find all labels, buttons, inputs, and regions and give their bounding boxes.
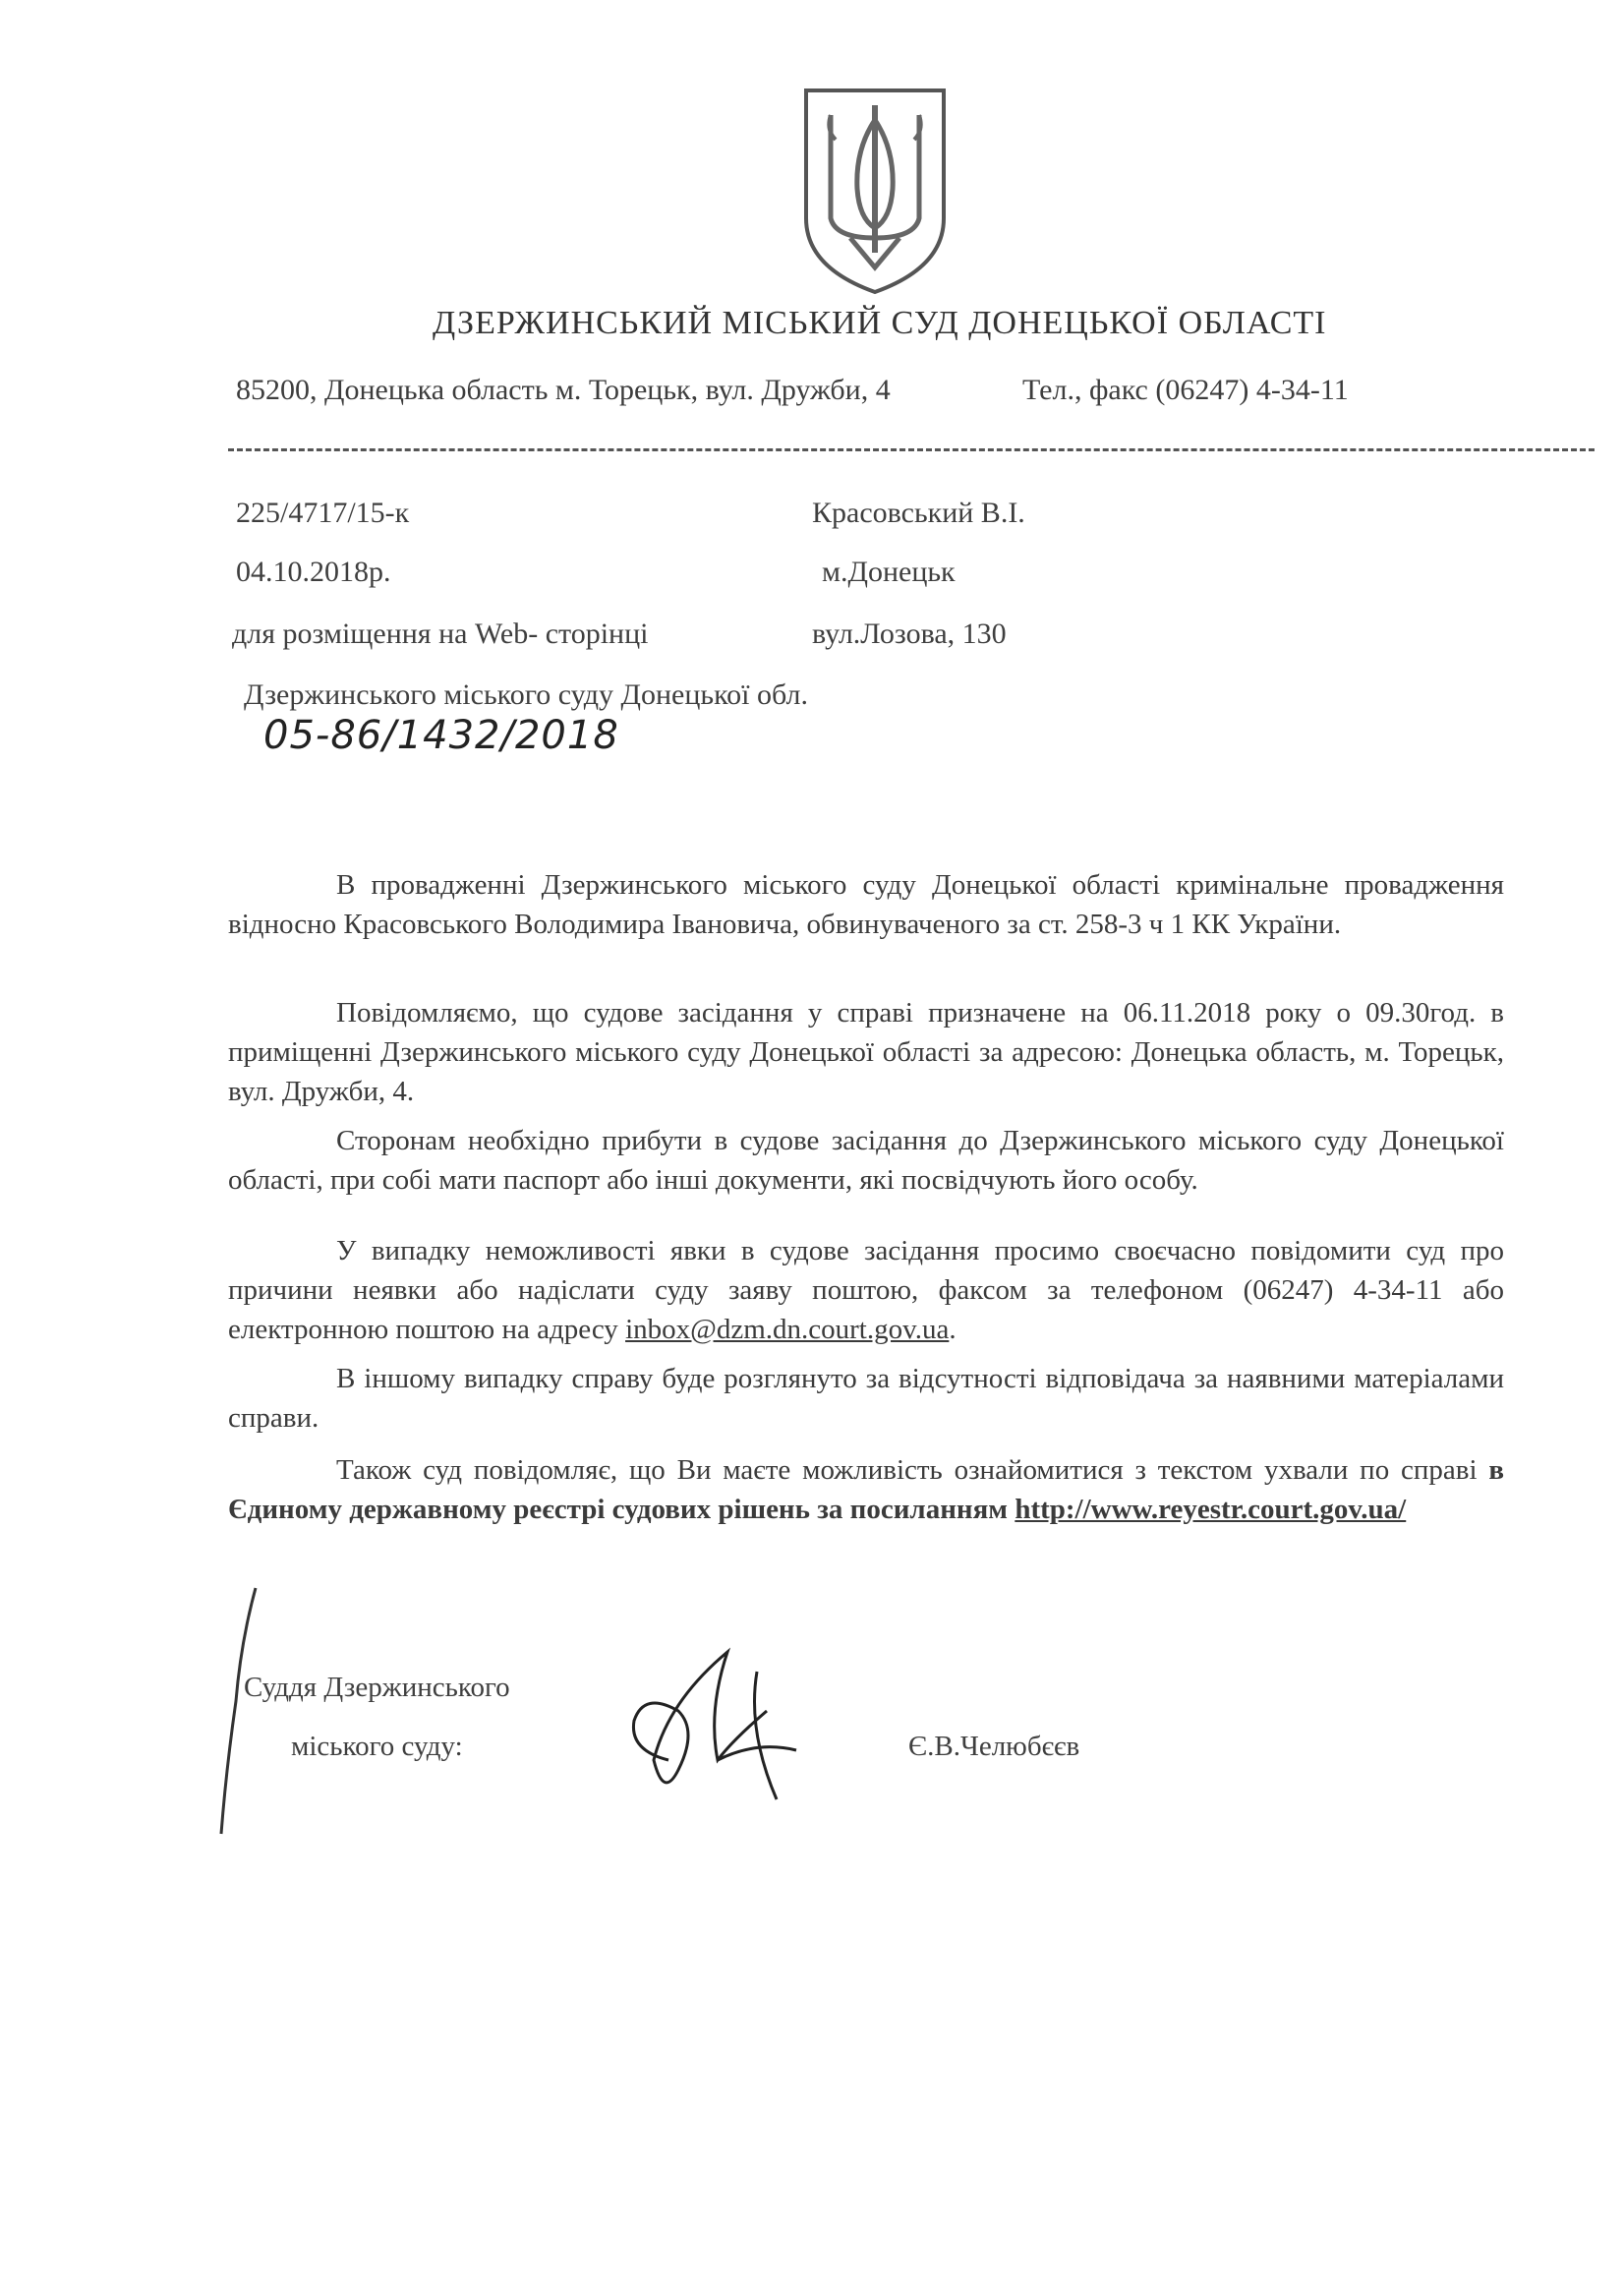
- registry-link[interactable]: http://www.reyestr.court.gov.ua/: [1015, 1494, 1407, 1525]
- paragraph-attendance-text: Сторонам необхідно прибути в судове засідання до Дзержинського міського суду Донецької області, при собі мати паспорт або інші документи, які посвідчують його особу.: [228, 1125, 1504, 1196]
- court-address: 85200, Донецька область м. Торецьк, вул. Дружби, 4: [236, 374, 891, 406]
- recipient-city: м.Донецьк: [822, 556, 956, 588]
- paragraph-absence-notice: [228, 1231, 1504, 1349]
- paragraph-registry-info: [228, 1450, 1504, 1529]
- paragraph-proceedings-text: В провадженні Дзержинського міського суду Донецької області кримінальне провадження відносно Красовського Володимира Івановича, обвинуваченого за ст. 258-3 ч 1 КК України.: [228, 869, 1504, 940]
- publication-note: для розміщення на Web- сторінці: [232, 618, 649, 650]
- paragraph-absence-notice-end: .: [949, 1314, 957, 1345]
- recipient-name: Красовський В.І.: [812, 497, 1025, 529]
- judge-name: Є.В.Челюбєєв: [908, 1731, 1080, 1762]
- handwritten-registration-number: 05-86/1432/2018: [263, 713, 619, 758]
- judge-title-line1: Суддя Дзержинського: [244, 1672, 510, 1703]
- header-divider: [228, 448, 1595, 451]
- letter-date: 04.10.2018р.: [236, 556, 391, 588]
- paragraph-absence-notice-text: У випадку неможливості явки в судове засідання просимо своєчасно повідомити суд про причини неявки або надіслати суду заяву поштою, факсом за телефоном (06247) 4-34-11 або електронною поштою на адресу: [228, 1235, 1504, 1345]
- paragraph-registry-info-text: Також суд повідомляє, що Ви маєте можливість ознайомитися з текстом ухвали по справі: [336, 1454, 1489, 1486]
- paragraph-registry-info-bold: в Єдиному державному реєстрі судових рішень за посиланням: [228, 1454, 1504, 1525]
- coat-of-arms-trident-icon: [796, 71, 954, 297]
- paragraph-attendance: [228, 1121, 1504, 1200]
- court-phone: Тел., факс (06247) 4-34-11: [1022, 374, 1349, 406]
- judge-title-line2: міського суду:: [291, 1731, 463, 1762]
- margin-pen-stroke: [197, 1583, 315, 1839]
- recipient-street: вул.Лозова, 130: [812, 618, 1007, 650]
- handwritten-signature-icon: [609, 1613, 826, 1809]
- court-name-heading: ДЗЕРЖИНСЬКИЙ МІСЬКИЙ СУД ДОНЕЦЬКОЇ ОБЛАСТІ: [433, 305, 1327, 341]
- publication-note-line2: Дзержинського міського суду Донецької обл.: [244, 678, 808, 711]
- court-email-link[interactable]: inbox@dzm.dn.court.gov.ua: [625, 1314, 950, 1345]
- paragraph-hearing-date: [228, 993, 1504, 1111]
- paragraph-proceedings: [228, 865, 1504, 944]
- paragraph-hearing-date-text: Повідомляємо, що судове засідання у справі призначене на 06.11.2018 року о 09.30год. в приміщенні Дзержинського міського суду Донецької області за адресою: Донецька область, м. Торецьк, вул. Дружби, 4.: [228, 997, 1504, 1107]
- paragraph-default-consideration-text: В іншому випадку справу буде розглянуто за відсутності відповідача за наявними матеріалами справи.: [228, 1363, 1504, 1434]
- paragraph-default-consideration: [228, 1359, 1504, 1438]
- case-number: 225/4717/15-к: [236, 497, 410, 529]
